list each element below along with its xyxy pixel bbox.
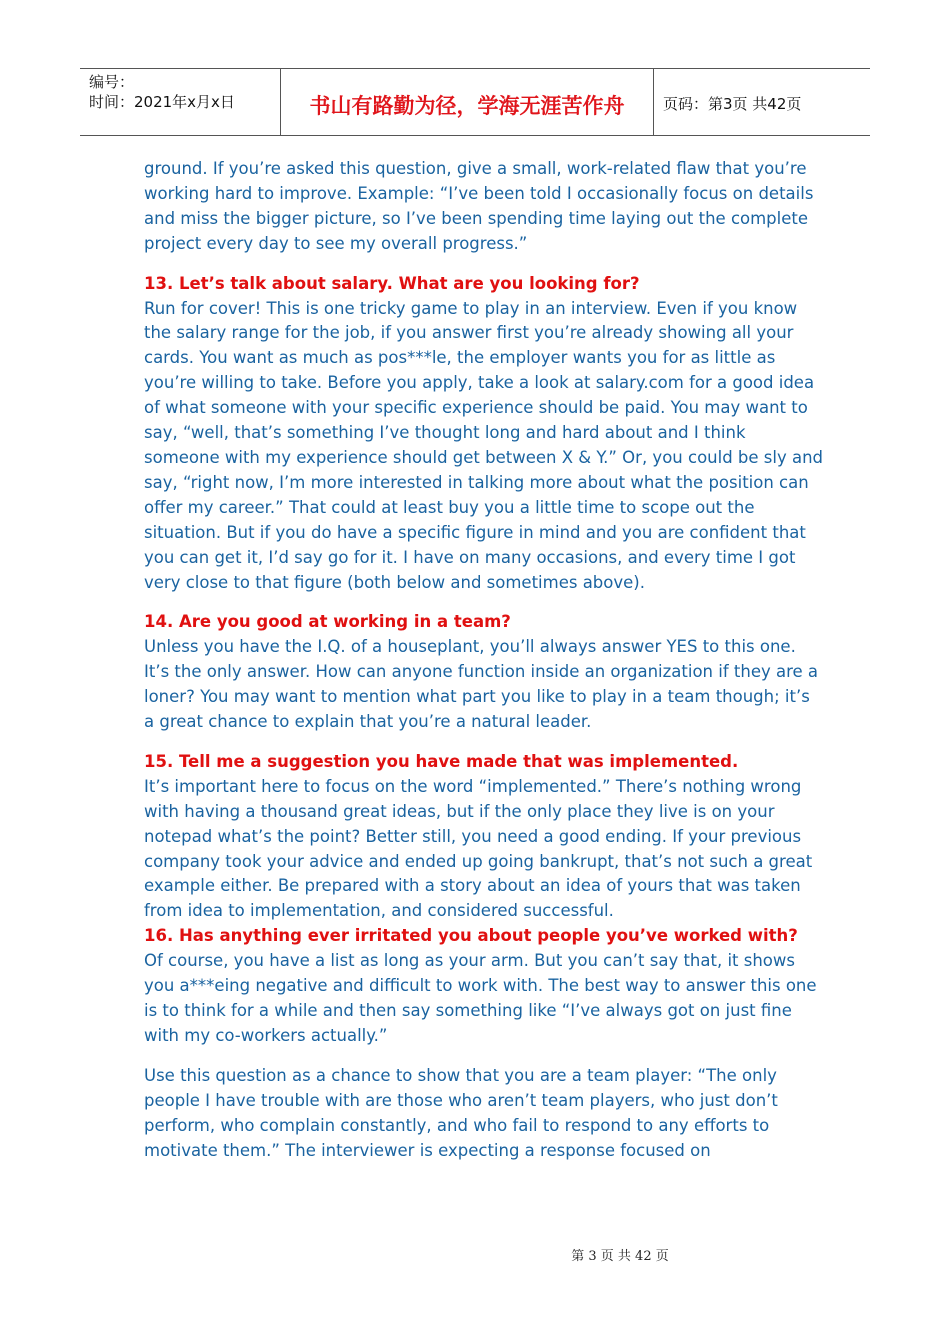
question-16-answer: Of course, you have a list as long as your arm. But you can’t say that, it shows you a***eing negative and difficult to work with. The best way to answer this one is to think for a while and then say something like “I’ve always got on just fine with my co-workers actually.” bbox=[144, 951, 817, 1045]
header-motto: 书山有路勤为径，学海无涯苦作舟 bbox=[281, 69, 654, 135]
header-page-info: 页码：第3页 共42页 bbox=[663, 94, 802, 113]
date-label: 时间：2021年x月x日 bbox=[89, 93, 235, 111]
question-15-answer: It’s important here to focus on the word “implemented.” There’s nothing wrong with having a thousand great ideas, but if the only place they live is on your notepad what’s the point? Better still, you need a good ending. If your previous company took your advice and ended up going bankrupt, that’s not such a great example either. Be prepared with a story about an idea of yours that was taken from idea to implementation, and considered successful. bbox=[144, 776, 813, 921]
document-body bbox=[144, 157, 824, 1163]
question-15-title: 15. Tell me a suggestion you have made that was implemented. bbox=[144, 751, 739, 771]
question-13-title: 13. Let’s talk about salary. What are you looking for? bbox=[144, 273, 640, 293]
page-footer: 第 3 页 共 42 页 bbox=[571, 1249, 669, 1264]
number-label: 编号： bbox=[89, 73, 135, 91]
question-14-answer: Unless you have the I.Q. of a houseplant, you’ll always answer YES to this one. It’s the only answer. How can anyone function inside an organization if they are a loner? You may want to mention what part you like to play in a team though; it’s a great chance to explain that you’re a natural leader. bbox=[144, 637, 819, 732]
question-14-title: 14. Are you good at working in a team? bbox=[144, 612, 511, 632]
question-16-title: 16. Has anything ever irritated you about people you’ve worked with? bbox=[144, 926, 798, 946]
question-13-answer: Run for cover! This is one tricky game to play in an interview. Even if you know the salary range for the job, if you answer first you’re already showing all your cards. You want as much as pos***le, the employer wants you for as little as you’re willing to take. Before you apply, take a look at salary.com for a good idea of what someone with your specific experience should be paid. You may want to say, “well, that’s something I’ve thought long and hard about and I think someone with my experience should get between X & Y.” Or, you could be sly and say, “right now, I’m more interested in talking more about what the position can offer my career.” That could at least buy you a little time to scope out the situation. But if you do have a specific figure in mind and you are confident that you can get it, I’d say go for it. I have on many occasions, and every time I got very close to that figure (both below and sometimes above). bbox=[144, 298, 824, 592]
header-meta bbox=[80, 69, 281, 135]
page-header bbox=[80, 68, 870, 136]
intro-paragraph: ground. If you’re asked this question, give a small, work-related flaw that you’re working hard to improve. Example: “I’ve been told I occasionally focus on details and miss the bigger picture, so I’ve been spending time laying out the complete project every day to see my overall progress.” bbox=[144, 159, 814, 253]
question-16-answer-continued: Use this question as a chance to show that you are a team player: “The only people I have trouble with are those who aren’t team players, who just don’t perform, who complain constantly, and who fail to respond to any efforts to motivate them.” The interviewer is expecting a response focused on bbox=[144, 1065, 778, 1160]
